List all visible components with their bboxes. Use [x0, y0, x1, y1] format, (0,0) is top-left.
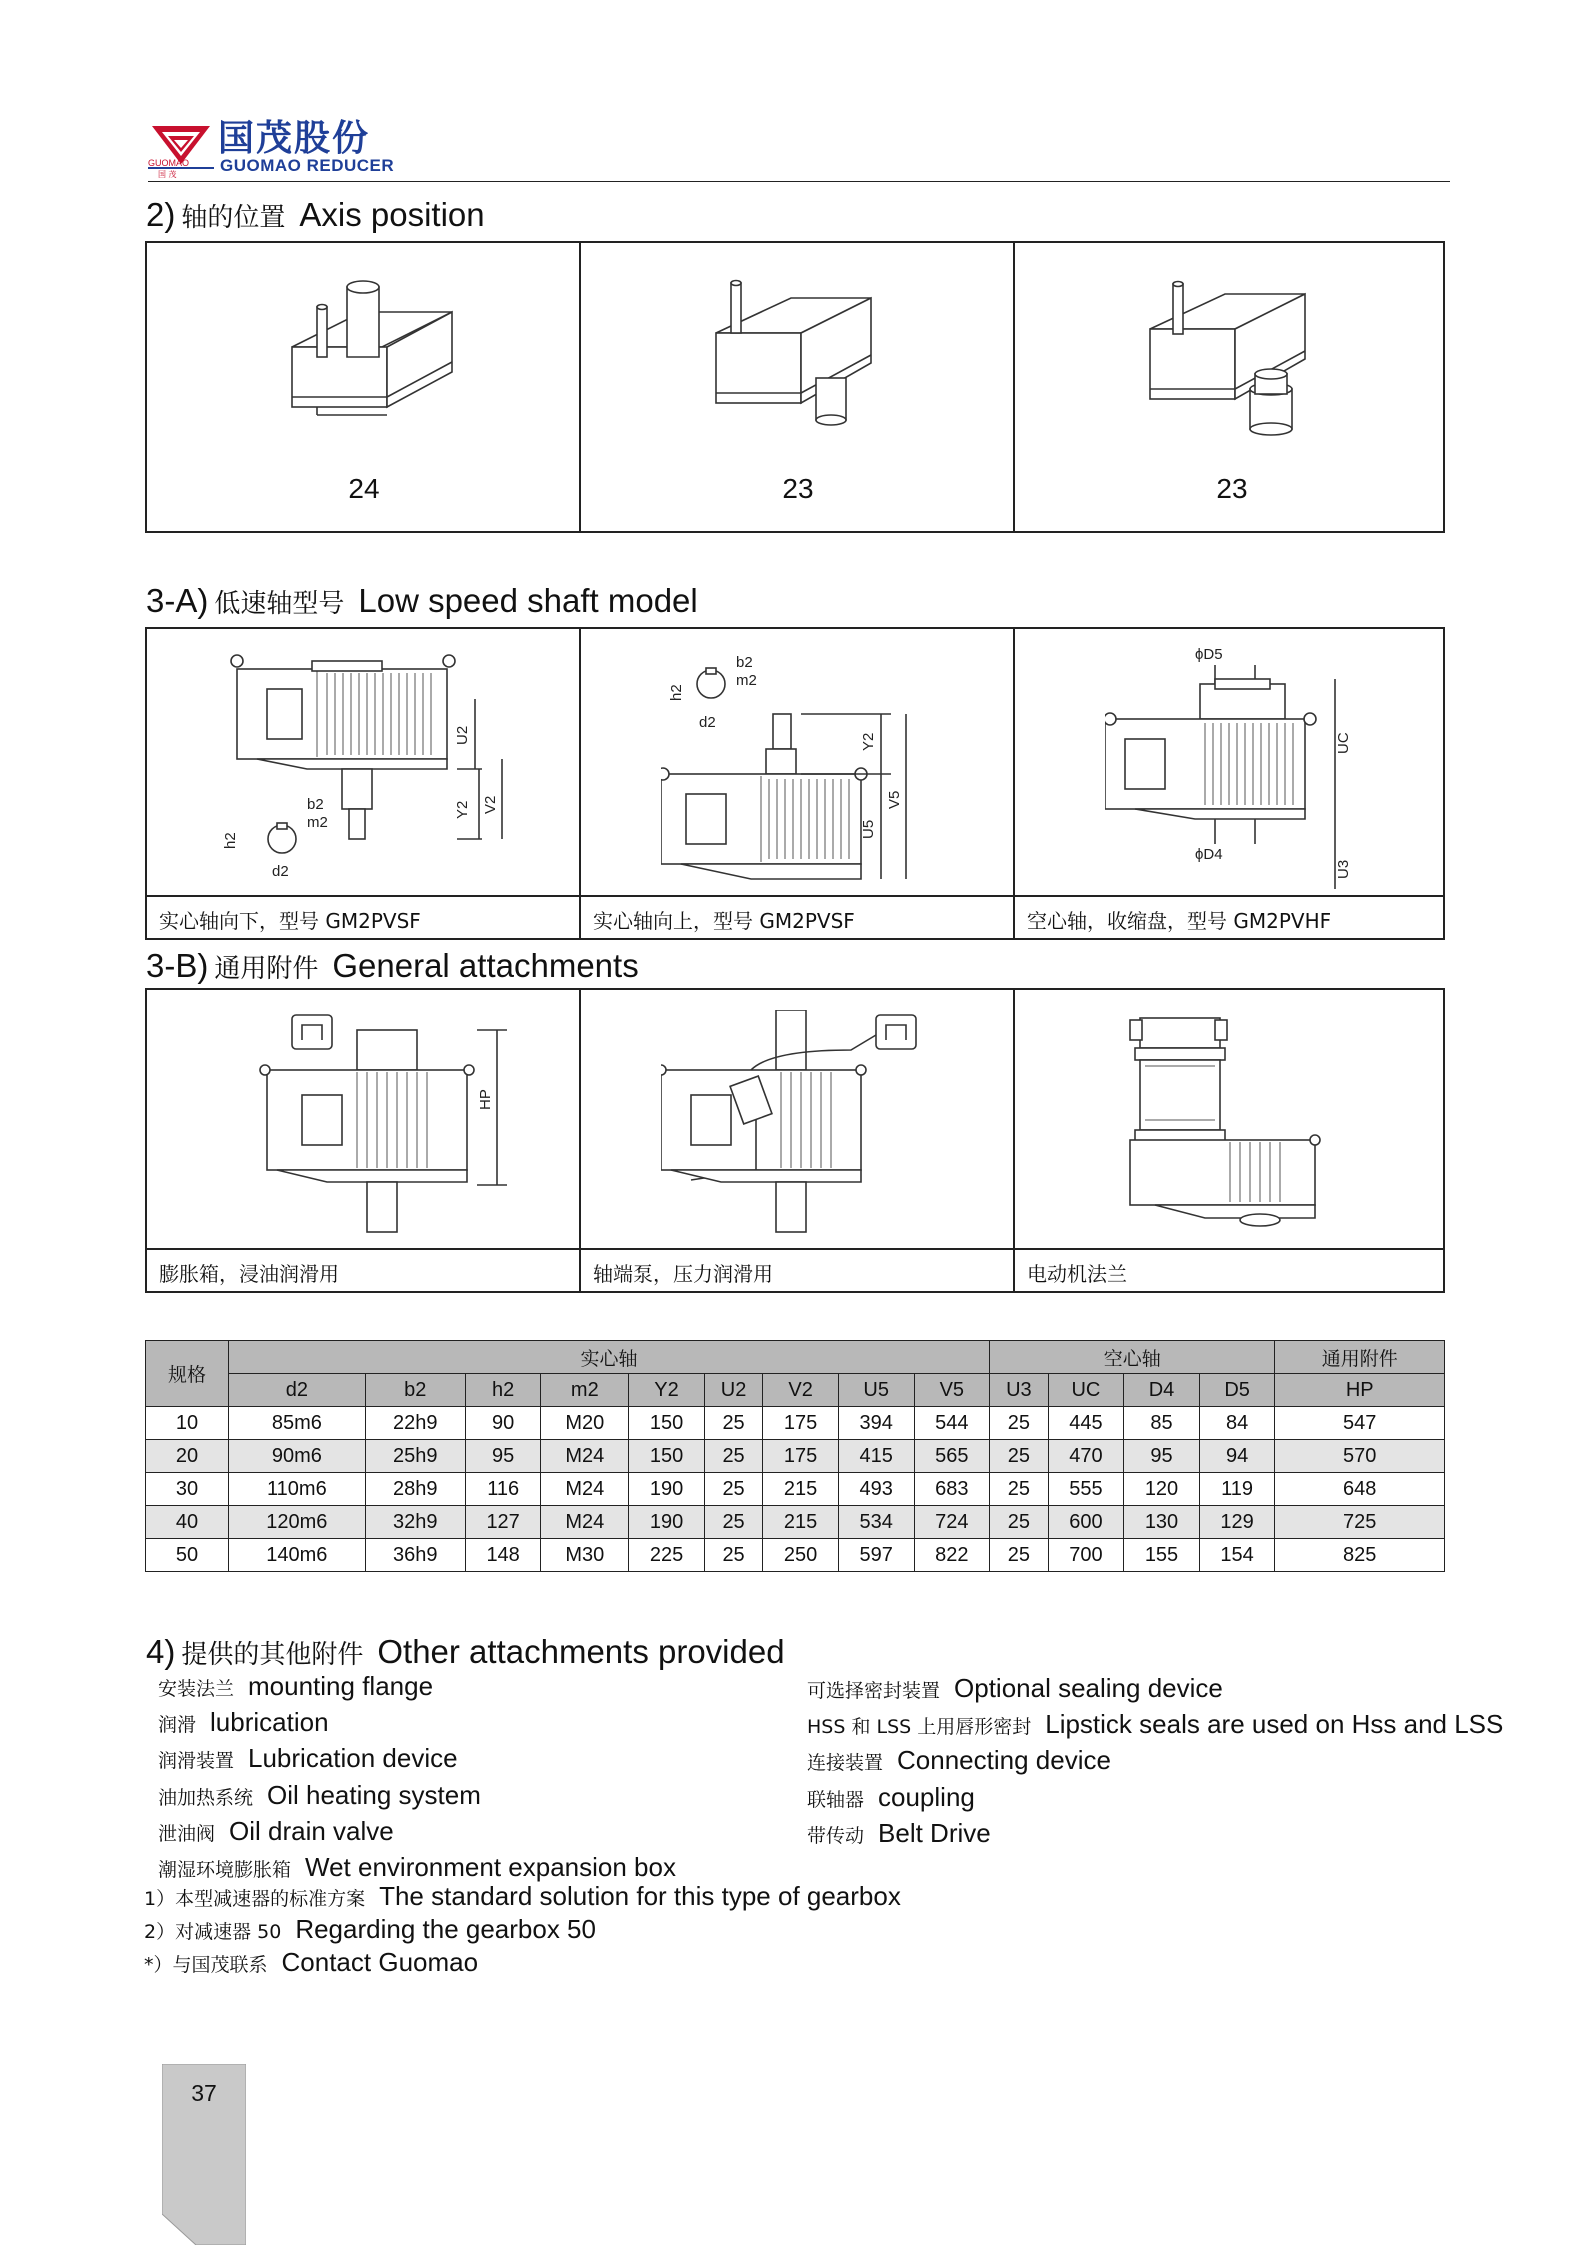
- table-cell: 597: [838, 1539, 914, 1572]
- attach-cell-1: [147, 990, 581, 1291]
- column-header: d2: [229, 1374, 366, 1407]
- table-cell: 94: [1199, 1440, 1275, 1473]
- table-cell: 825: [1275, 1539, 1445, 1572]
- footnote-item-en: Contact Guomao: [281, 1947, 479, 1977]
- table-cell: 25h9: [365, 1440, 465, 1473]
- table-cell: 84: [1199, 1407, 1275, 1440]
- table-cell: 40: [146, 1506, 229, 1539]
- page-number: 37: [191, 2080, 217, 2106]
- section-title-en: Other attachments provided: [377, 1633, 785, 1670]
- column-header: D4: [1124, 1374, 1200, 1407]
- table-cell: 683: [914, 1473, 990, 1506]
- table-cell: M20: [541, 1407, 629, 1440]
- table-cell: 120: [1124, 1473, 1200, 1506]
- dim-uc: UC: [1335, 732, 1352, 754]
- attachments-panel: [145, 988, 1445, 1293]
- table-cell: 120m6: [229, 1506, 366, 1539]
- axis-label-23-b: 23: [1216, 473, 1248, 504]
- section-title-en: Axis position: [299, 196, 485, 233]
- footnote-item-en: The standard solution for this type of gearbox: [379, 1881, 901, 1911]
- attachment-item: [158, 1707, 329, 1738]
- footnote-item-cn: 1）本型减速器的标准方案: [144, 1888, 366, 1910]
- column-header: m2: [541, 1374, 629, 1407]
- table-cell: 148: [465, 1539, 541, 1572]
- table-cell: 470: [1048, 1440, 1124, 1473]
- section-other-title: [146, 1633, 785, 1671]
- dim-h2: h2: [668, 684, 685, 701]
- axis-cell-2: [581, 243, 1015, 531]
- table-cell: 547: [1275, 1407, 1445, 1440]
- column-header: HP: [1275, 1374, 1445, 1407]
- column-header: Y2: [629, 1374, 705, 1407]
- attachment-item-en: Oil heating system: [267, 1779, 481, 1810]
- dim-h2: h2: [222, 832, 239, 849]
- attachment-item-cn: 可选择密封装置: [807, 1680, 941, 1702]
- brand-name-cn: 国茂股份: [218, 118, 371, 159]
- table-cell: 20: [146, 1440, 229, 1473]
- column-header: U3: [990, 1374, 1048, 1407]
- attachment-item-cn: 泄油阀: [158, 1822, 216, 1845]
- attachment-item-cn: 润滑装置: [158, 1750, 235, 1773]
- table-cell: M24: [541, 1440, 629, 1473]
- shaft-cell-2: [581, 629, 1015, 938]
- table-cell: 90: [465, 1407, 541, 1440]
- shaft-cell-3: [1015, 629, 1445, 938]
- table-cell: 25: [990, 1407, 1048, 1440]
- table-cell: 25: [704, 1539, 762, 1572]
- brand-logo: [148, 108, 438, 180]
- axis-cell-1: [147, 243, 581, 531]
- table-row: [146, 1506, 1445, 1539]
- table-cell: M24: [541, 1473, 629, 1506]
- dim-v2: V2: [482, 795, 499, 814]
- attachment-item: [807, 1782, 975, 1813]
- table-cell: 30: [146, 1473, 229, 1506]
- table-cell: 95: [465, 1440, 541, 1473]
- attachment-item-en: Optional sealing device: [954, 1673, 1223, 1703]
- footnote-item: [144, 1881, 901, 1912]
- table-cell: 175: [763, 1440, 839, 1473]
- table-cell: 36h9: [365, 1539, 465, 1572]
- axis-label-24: 24: [348, 473, 380, 504]
- table-cell: 534: [838, 1506, 914, 1539]
- column-header: V5: [914, 1374, 990, 1407]
- table-cell: 190: [629, 1473, 705, 1506]
- hollow-shaft-header: 空心轴: [990, 1341, 1275, 1374]
- attach-caption-3: 电动机法兰: [1015, 1248, 1445, 1290]
- table-cell: 25: [704, 1506, 762, 1539]
- section-title-cn: 低速轴型号: [214, 589, 345, 619]
- attachment-item-en: Lubrication device: [248, 1743, 458, 1774]
- table-cell: 415: [838, 1440, 914, 1473]
- gearbox-axis-24-icon: [287, 257, 457, 427]
- attachment-item-en: Belt Drive: [878, 1817, 991, 1848]
- attachment-item-cn: HSS 和 LSS 上用唇形密封: [807, 1716, 1032, 1739]
- solid-shaft-header: 实心轴: [229, 1341, 990, 1374]
- table-cell: 724: [914, 1506, 990, 1539]
- table-cell: 190: [629, 1506, 705, 1539]
- shaft-pump-drawing: [661, 1010, 961, 1250]
- table-cell: 50: [146, 1539, 229, 1572]
- dim-u2: U2: [454, 725, 471, 745]
- page-number-tab: [162, 2064, 246, 2245]
- table-cell: 215: [763, 1473, 839, 1506]
- table-column-header: [146, 1374, 1445, 1407]
- table-cell: 22h9: [365, 1407, 465, 1440]
- attachment-item-en: Connecting device: [897, 1745, 1111, 1776]
- attachment-item: [158, 1816, 394, 1847]
- table-cell: M24: [541, 1506, 629, 1539]
- table-cell: 394: [838, 1407, 914, 1440]
- footnote-item-cn: 2）对减速器 50: [144, 1921, 282, 1943]
- dim-m2: m2: [736, 672, 757, 689]
- table-row: [146, 1440, 1445, 1473]
- gearbox-axis-23-down-icon: [711, 263, 891, 433]
- table-cell: 140m6: [229, 1539, 366, 1572]
- table-cell: 175: [763, 1407, 839, 1440]
- table-cell: 493: [838, 1473, 914, 1506]
- attachment-item-en: Wet environment expansion box: [305, 1852, 676, 1882]
- column-header: D5: [1199, 1374, 1275, 1407]
- table-row: [146, 1407, 1445, 1440]
- axis-label-23-a: 23: [782, 473, 814, 504]
- table-cell: 129: [1199, 1506, 1275, 1539]
- attachment-item-en: mounting flange: [248, 1671, 434, 1701]
- table-cell: 225: [629, 1539, 705, 1572]
- table-cell: 25: [990, 1506, 1048, 1539]
- attachment-item-cn: 连接装置: [807, 1752, 884, 1775]
- table-cell: 25: [704, 1473, 762, 1506]
- attachment-item: [807, 1673, 1223, 1704]
- table-cell: 544: [914, 1407, 990, 1440]
- table-cell: 25: [704, 1440, 762, 1473]
- column-header: h2: [465, 1374, 541, 1407]
- attachment-item: [807, 1745, 1111, 1776]
- table-cell: 648: [1275, 1473, 1445, 1506]
- attachment-item: [807, 1709, 1503, 1740]
- brand-mark-en: GUOMAO: [148, 158, 190, 168]
- table-cell: 565: [914, 1440, 990, 1473]
- dim-b2: b2: [736, 654, 753, 671]
- section-title-cn: 通用附件: [214, 954, 319, 984]
- table-cell: 90m6: [229, 1440, 366, 1473]
- section-title-en: Low speed shaft model: [358, 582, 698, 619]
- axis-position-panel: [145, 241, 1445, 533]
- general-attach-header: 通用附件: [1275, 1341, 1445, 1374]
- table-cell: 28h9: [365, 1473, 465, 1506]
- shaft-caption-1: 实心轴向下，型号 GM2PVSF: [147, 895, 579, 937]
- attachment-item: [158, 1671, 433, 1702]
- table-cell: 119: [1199, 1473, 1275, 1506]
- table-cell: 95: [1124, 1440, 1200, 1473]
- shaft-caption-2: 实心轴向上，型号 GM2PVSF: [581, 895, 1013, 937]
- table-cell: 822: [914, 1539, 990, 1572]
- footnote-item-en: Regarding the gearbox 50: [295, 1914, 596, 1944]
- section-shaft-title: [146, 582, 698, 620]
- table-cell: 155: [1124, 1539, 1200, 1572]
- dim-m2: m2: [307, 814, 328, 831]
- dim-d5: ϕD5: [1195, 646, 1223, 663]
- table-group-header: [146, 1341, 1445, 1374]
- table-cell: 555: [1048, 1473, 1124, 1506]
- table-cell: 250: [763, 1539, 839, 1572]
- table-cell: M30: [541, 1539, 629, 1572]
- size-header: 规格: [146, 1341, 229, 1407]
- table-cell: 25: [704, 1407, 762, 1440]
- dim-hp: HP: [477, 1089, 494, 1110]
- attachment-item-en: Oil drain valve: [229, 1815, 394, 1846]
- table-cell: 700: [1048, 1539, 1124, 1572]
- section-attach-title: [146, 947, 639, 985]
- dim-d2: d2: [699, 714, 716, 731]
- dim-u3: U3: [1335, 859, 1352, 879]
- column-header: U5: [838, 1374, 914, 1407]
- solid-shaft-up-drawing: [661, 639, 991, 899]
- column-header: U2: [704, 1374, 762, 1407]
- dim-d4: ϕD4: [1195, 846, 1223, 863]
- attachment-item-en: lubrication: [210, 1707, 329, 1738]
- section-number: 3-A): [146, 582, 209, 619]
- table-cell: 32h9: [365, 1506, 465, 1539]
- dim-y2: Y2: [860, 732, 877, 751]
- section-title-cn: 提供的其他附件: [181, 1640, 364, 1670]
- table-cell: 85m6: [229, 1407, 366, 1440]
- section-axis-title: [146, 196, 485, 234]
- brand-mark-cn: 国 茂: [158, 170, 177, 179]
- header-rule: [148, 181, 1450, 182]
- expansion-tank-drawing: [247, 1010, 527, 1250]
- table-cell: 25: [990, 1473, 1048, 1506]
- attach-cell-2: [581, 990, 1015, 1291]
- footnote-item: [144, 1947, 478, 1978]
- table-cell: 85: [1124, 1407, 1200, 1440]
- table-cell: 600: [1048, 1506, 1124, 1539]
- hollow-shaft-drawing: [1105, 639, 1425, 899]
- shaft-caption-3: 空心轴，收缩盘，型号 GM2PVHF: [1015, 895, 1445, 937]
- table-cell: 10: [146, 1407, 229, 1440]
- attach-cell-3: [1015, 990, 1445, 1291]
- table-cell: 570: [1275, 1440, 1445, 1473]
- attachment-item: [158, 1743, 458, 1774]
- attachment-item: [807, 1818, 991, 1849]
- dimension-table: [145, 1340, 1445, 1572]
- attachment-item: [158, 1852, 676, 1883]
- table-row: [146, 1539, 1445, 1572]
- attachment-item-en: Lipstick seals are used on Hss and LSS: [1045, 1709, 1504, 1740]
- footnote-item-cn: *）与国茂联系: [144, 1954, 268, 1976]
- shaft-model-panel: [145, 627, 1445, 940]
- table-cell: 150: [629, 1440, 705, 1473]
- attachment-item-en: coupling: [878, 1781, 975, 1812]
- table-cell: 725: [1275, 1506, 1445, 1539]
- column-header: b2: [365, 1374, 465, 1407]
- gearbox-axis-23-hollow-icon: [1145, 259, 1325, 439]
- dim-d2: d2: [272, 863, 289, 880]
- brand-name-en: GUOMAO REDUCER: [220, 156, 395, 175]
- attachment-item-cn: 潮湿环境膨胀箱: [158, 1859, 292, 1881]
- dim-y2: Y2: [454, 800, 471, 819]
- table-cell: 127: [465, 1506, 541, 1539]
- column-header: V2: [763, 1374, 839, 1407]
- attachment-item-cn: 安装法兰: [158, 1678, 235, 1700]
- table-cell: 130: [1124, 1506, 1200, 1539]
- column-header: UC: [1048, 1374, 1124, 1407]
- section-number: 4): [146, 1633, 176, 1670]
- table-cell: 215: [763, 1506, 839, 1539]
- dim-b2: b2: [307, 796, 324, 813]
- table-cell: 25: [990, 1440, 1048, 1473]
- table-cell: 25: [990, 1539, 1048, 1572]
- footnote-item: [144, 1914, 596, 1945]
- section-number: 3-B): [146, 947, 209, 984]
- attach-caption-2: 轴端泵，压力润滑用: [581, 1248, 1013, 1290]
- attachment-item-cn: 油加热系统: [158, 1786, 254, 1809]
- table-cell: 150: [629, 1407, 705, 1440]
- attachment-item-cn: 联轴器: [807, 1788, 865, 1811]
- motor-flange-drawing: [1125, 1010, 1365, 1250]
- table-cell: 110m6: [229, 1473, 366, 1506]
- attach-caption-1: 膨胀箱，浸油润滑用: [147, 1248, 579, 1290]
- section-title-cn: 轴的位置: [181, 203, 286, 233]
- table-cell: 116: [465, 1473, 541, 1506]
- table-cell: 154: [1199, 1539, 1275, 1572]
- attachment-item: [158, 1780, 481, 1811]
- axis-cell-3: [1015, 243, 1445, 531]
- section-title-en: General attachments: [332, 947, 639, 984]
- solid-shaft-down-drawing: [217, 639, 517, 899]
- attachment-item-cn: 带传动: [807, 1824, 865, 1847]
- table-cell: 445: [1048, 1407, 1124, 1440]
- dim-u5: U5: [860, 819, 877, 839]
- section-number: 2): [146, 196, 176, 233]
- attachment-item-cn: 润滑: [158, 1714, 197, 1737]
- shaft-cell-1: [147, 629, 581, 938]
- table-row: [146, 1473, 1445, 1506]
- dim-v5: V5: [886, 790, 903, 809]
